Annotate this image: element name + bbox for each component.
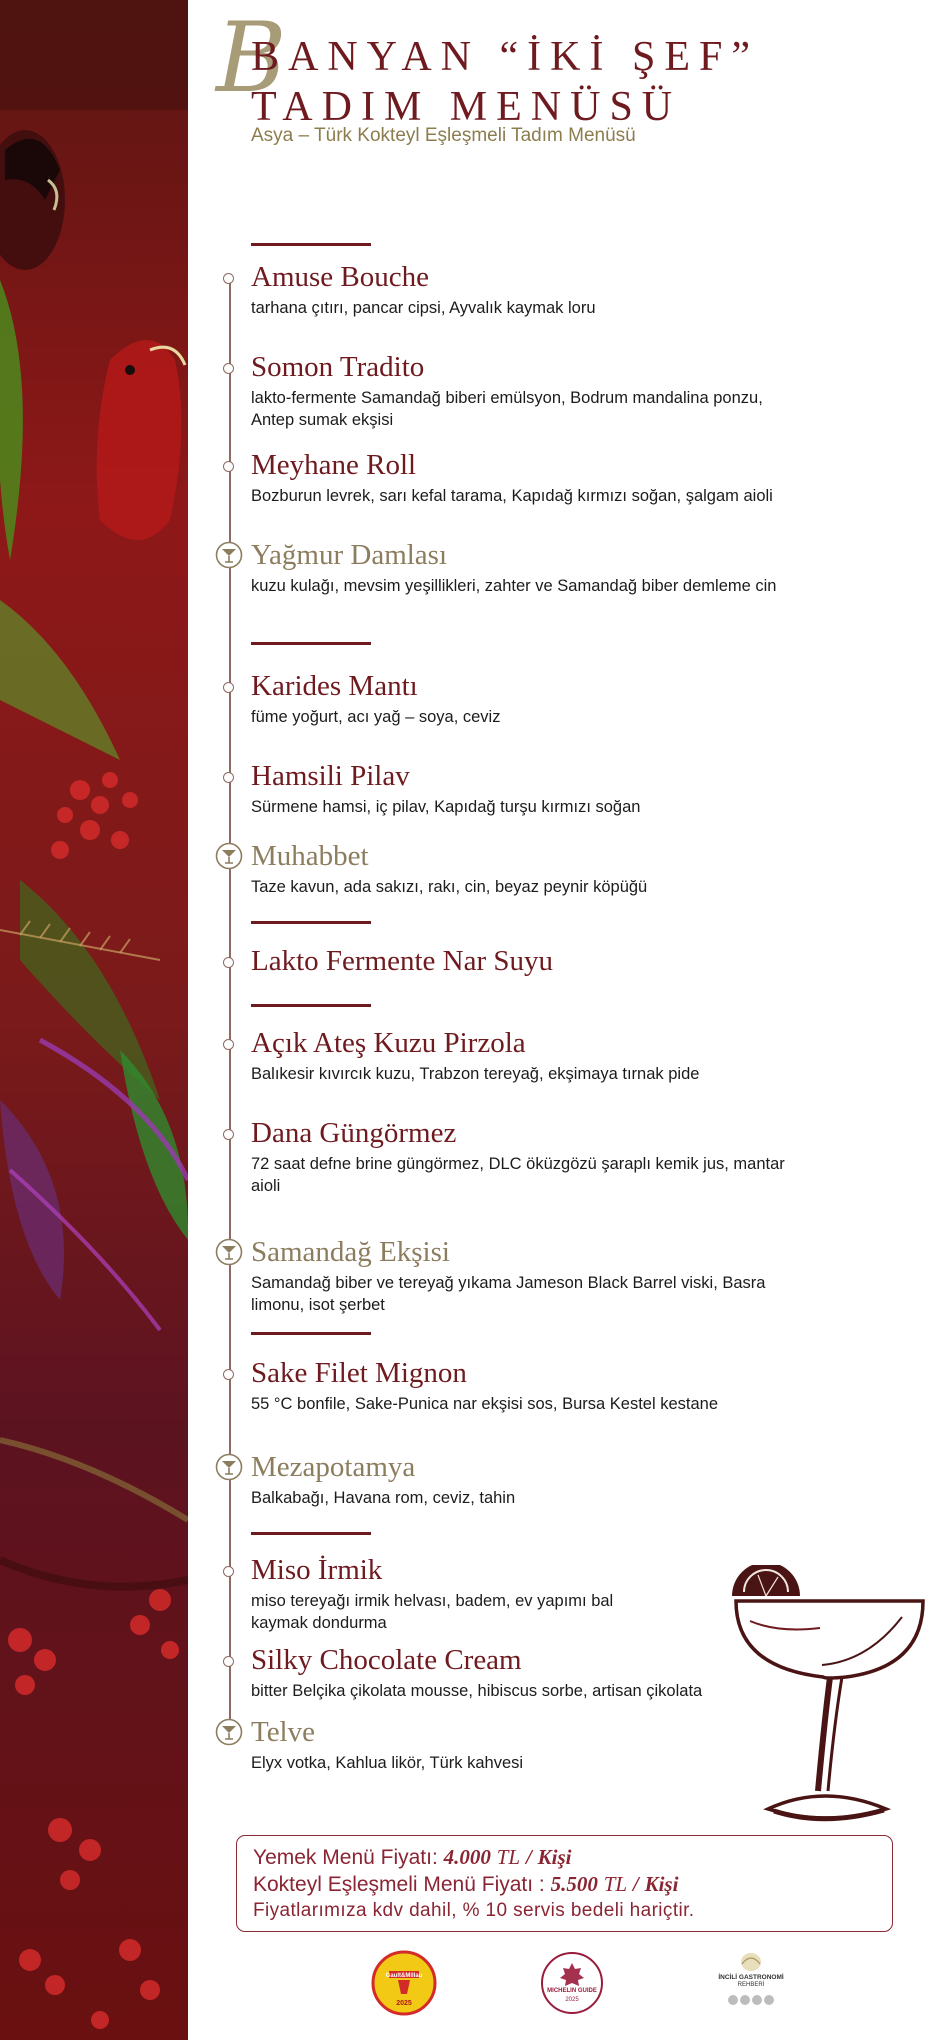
course-name: Karides Mantı: [251, 670, 418, 702]
section-divider: [251, 921, 371, 924]
timeline-dot: [223, 363, 234, 374]
cocktail-glass-icon: [215, 541, 243, 569]
course-description: füme yoğurt, acı yağ – soya, ceviz: [251, 708, 501, 726]
course-description: tarhana çıtırı, pancar cipsi, Ayvalık kaymak loru: [251, 299, 596, 317]
cocktail-description: Samandağ biber ve tereyağ yıkama Jameson Black Barrel viski, Basra limonu, isot şerbet: [251, 1274, 766, 1314]
gault-millau-text: Gault&Millau: [385, 1973, 423, 1979]
cocktail-name: Yağmur Damlası: [251, 539, 448, 571]
menu-subtitle: Asya – Türk Kokteyl Eşleşmeli Tadım Menüsü: [251, 125, 636, 146]
timeline-dot: [223, 1656, 234, 1667]
course-description: lakto-fermente Samandağ biberi emülsyon, Bodrum mandalina ponzu, Antep sumak ekşisi: [251, 389, 763, 429]
michelin-guide-badge: [539, 1950, 605, 2016]
course-description: miso tereyağı irmik helvası, badem, ev yapımı bal kaymak dondurma: [251, 1592, 614, 1632]
cocktail-description: Balkabağı, Havana rom, ceviz, tahin: [251, 1489, 516, 1507]
cocktail-glass-icon: [215, 1453, 243, 1481]
section-divider: [251, 1004, 371, 1007]
cocktail-price-row: [253, 1871, 892, 1898]
michelin-text: MICHELIN GUIDE: [547, 1988, 597, 1994]
tax-note: Fiyatlarımıza kdv dahil, % 10 servis bedeli hariçtir.: [253, 1900, 695, 1921]
currency: TL: [496, 1845, 521, 1869]
section-divider: [251, 642, 371, 645]
course-description: bitter Belçika çikolata mousse, hibiscus sorbe, artisan çikolata: [251, 1682, 703, 1700]
cocktail-glass-icon: [215, 842, 243, 870]
course-name: Sake Filet Mignon: [251, 1357, 467, 1389]
course-name: Lakto Fermente Nar Suyu: [251, 945, 554, 977]
pricing-box: [236, 1835, 893, 1932]
cocktail-glass-icon: [215, 1238, 243, 1266]
cocktail-name: Muhabbet: [251, 840, 369, 872]
incili-text-line1: İNCİLİ GASTRONOMİ: [718, 1974, 784, 1981]
michelin-year: 2025: [565, 1997, 579, 2003]
course-name: Silky Chocolate Cream: [251, 1644, 522, 1676]
cocktail-description: Elyx votka, Kahlua likör, Türk kahvesi: [251, 1754, 524, 1772]
cocktail-name: Mezapotamya: [251, 1451, 416, 1483]
cocktail-name: Samandağ Ekşisi: [251, 1236, 450, 1268]
course-description: 72 saat defne brine güngörmez, DLC öküzgözü şaraplı kemik jus, mantar aioli: [251, 1155, 785, 1195]
course-name: Amuse Bouche: [251, 261, 429, 293]
title-line-2: TADIM MENÜSÜ: [251, 84, 682, 130]
section-divider: [251, 1532, 371, 1535]
menu-content: [188, 0, 945, 2040]
coupe-cocktail-illustration: [718, 1565, 933, 1835]
section-divider: [251, 243, 371, 246]
timeline-dot: [223, 772, 234, 783]
timeline-dot: [223, 273, 234, 284]
food-price-row: [253, 1844, 892, 1871]
course-description: Bozburun levrek, sarı kefal tarama, Kapıdağ kırmızı soğan, şalgam aioli: [251, 487, 773, 505]
timeline-dot: [223, 1566, 234, 1577]
cocktail-description: kuzu kulağı, mevsim yeşillikleri, zahter ve Samandağ biber demleme cin: [251, 577, 777, 595]
per-person: Kişi: [537, 1845, 572, 1869]
section-divider: [251, 1332, 371, 1335]
timeline-dot: [223, 957, 234, 968]
food-price-value: 4.000: [443, 1845, 491, 1869]
brand-logo-letter: B: [216, 2, 287, 114]
cocktail-name: Telve: [251, 1716, 315, 1748]
michelin-logo: [539, 1950, 605, 2016]
incili-text-line2: REHBERİ: [737, 1982, 765, 1988]
per-person: Kişi: [644, 1872, 679, 1896]
course-description: Balıkesir kıvırcık kuzu, Trabzon tereyağ, ekşimaya tırnak pide: [251, 1065, 700, 1083]
gault-millau-year: 2025: [396, 2000, 412, 2007]
cocktail-price-label: Kokteyl Eşleşmeli Menü Fiyatı :: [253, 1873, 545, 1896]
decorative-art-panel: [0, 0, 188, 2040]
parrot-foliage-illustration: [0, 0, 188, 2040]
course-name: Açık Ateş Kuzu Pirzola: [251, 1027, 526, 1059]
timeline-dot: [223, 682, 234, 693]
food-price-label: Yemek Menü Fiyatı:: [253, 1846, 438, 1869]
slash: /: [632, 1872, 639, 1896]
title-line-1: BANYAN “İKİ ŞEF”: [251, 34, 759, 80]
cocktail-price-value: 5.500: [550, 1872, 598, 1896]
course-name: Somon Tradito: [251, 351, 425, 383]
menu-title: [251, 32, 759, 132]
timeline-dot: [223, 1129, 234, 1140]
course-name: Miso İrmik: [251, 1554, 383, 1586]
course-name: Meyhane Roll: [251, 449, 417, 481]
course-description: 55 °C bonfile, Sake-Punica nar ekşisi sos, Bursa Kestel kestane: [251, 1395, 719, 1413]
gault-millau-badge: [371, 1950, 437, 2016]
course-name: Hamsili Pilav: [251, 760, 410, 792]
slash: /: [525, 1845, 532, 1869]
course-timeline: [229, 276, 231, 1740]
timeline-dot: [223, 1039, 234, 1050]
cocktail-description: Taze kavun, ada sakızı, rakı, cin, beyaz peynir köpüğü: [251, 878, 648, 896]
timeline-dot: [223, 1369, 234, 1380]
cocktail-glass-icon: [215, 1718, 243, 1746]
course-description: Sürmene hamsi, iç pilav, Kapıdağ turşu kırmızı soğan: [251, 798, 641, 816]
course-name: Dana Güngörmez: [251, 1117, 457, 1149]
incili-gastronomi-badge: [706, 1950, 796, 2016]
currency: TL: [603, 1872, 628, 1896]
timeline-dot: [223, 461, 234, 472]
